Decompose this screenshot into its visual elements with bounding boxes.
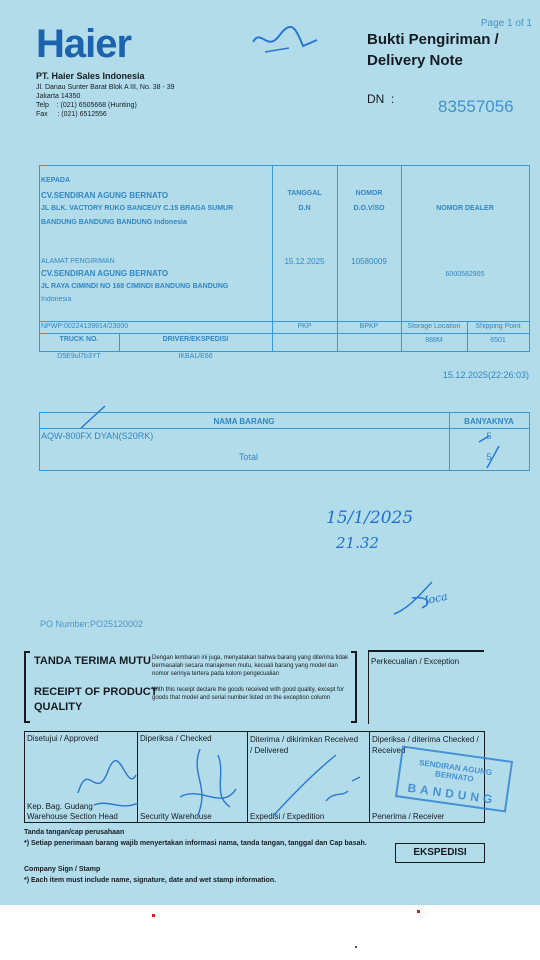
shipping-point-label: Shipping Point [475, 323, 521, 330]
document-title-id: Bukti Pengiriman / [367, 31, 499, 48]
handwritten-tick-mark [79, 404, 109, 430]
signature-approved-label: Disetujui / Approved [27, 734, 99, 743]
address-line-2: Jakarta 14350 [36, 93, 81, 100]
receipt-title-en-1: RECEIPT OF PRODUCT [34, 686, 158, 698]
kepada-name: CV.SENDIRAN AGUNG BERNATO [41, 191, 169, 200]
dn-number: 83557056 [438, 97, 514, 116]
po-number: PO Number:PO25120002 [40, 619, 144, 629]
item-name: AQW-800FX DYAN(S20RK) [41, 431, 154, 441]
signature-receiver-title: Penerima / Receiver [372, 812, 445, 821]
receipt-text-en: With this receipt declare the goods received with good quality, except for goods that model and serial number listed on the exception column [152, 687, 344, 701]
kepada-label: KEPADA [41, 177, 71, 184]
company-sign-en: Company Sign / Stamp [24, 866, 101, 873]
signature-security-title: Security Warehouse [140, 812, 212, 821]
paper-speck [417, 910, 420, 913]
address-info-box [39, 165, 530, 378]
alamat-label: ALAMAT PENGIRIMAN [41, 258, 115, 265]
tanggal-label: TANGGAL [287, 190, 322, 197]
signature-table [24, 731, 498, 823]
bpkp-label: BPKP [359, 323, 379, 330]
page-indicator: Page 1 of 1 [480, 18, 532, 29]
nomor-dealer-label: NOMOR DEALER [436, 205, 494, 212]
dn-label: DN : [367, 92, 395, 106]
company-sign-label: Tanda tangan/cap perusahaan [24, 829, 125, 836]
note-english: *) Each item must include name, signature, date and wet stamp information. [24, 877, 277, 884]
company-stamp [395, 745, 513, 812]
nomor-value: 10580009 [351, 257, 387, 266]
handwritten-check-marks [469, 430, 509, 470]
tanggal-value: 15.12.2025 [284, 257, 325, 266]
signature-approver-scribble [74, 753, 164, 819]
truck-no-value: D5E9ul7b3YT [57, 353, 101, 360]
kepada-city: BANDUNG BANDUNG BANDUNG Indonesia [41, 219, 187, 226]
print-timestamp: 15.12.2025(22:26:03) [442, 370, 529, 380]
kepada-address: JL BLK. VACTORY RUKO BANCEUY C.15 BRAGA SUMUR [41, 205, 234, 212]
signature-expedition-title: Expedisi / Expedition [250, 812, 325, 821]
handwritten-signature: Joca [422, 589, 449, 608]
paper-speck [355, 946, 357, 948]
receipt-bracket-left [24, 651, 26, 723]
stamp-line-1: SENDIRAN AGUNG BERNATO [418, 758, 493, 784]
signature-checked-scribble [170, 745, 250, 819]
tanggal-sub: D.N [298, 205, 311, 212]
handwritten-mark-top [245, 22, 325, 62]
column-header-banyaknya: BANYAKNYA [464, 417, 514, 426]
signature-approver-title: Warehouse Section Head [27, 812, 118, 821]
handwritten-date: 15/1/2025 [326, 508, 414, 528]
driver-label: DRIVER/EKSPEDISI [162, 336, 229, 343]
pkp-label: PKP [297, 323, 312, 330]
haier-logo: Haier [36, 22, 132, 66]
storage-location-label: Storage Location [407, 323, 461, 330]
exception-box-top [368, 650, 484, 652]
alamat-country: Indonesia [41, 296, 72, 303]
receipt-bracket-right [355, 651, 357, 723]
storage-location-value: 888M [425, 337, 443, 344]
driver-value: IKBAL/E66 [178, 353, 213, 360]
receipt-text-id: Dengan lembaran ini juga, menyatakan bahwa barang yang diterima tidak bermasalah secara manajemen mutu, kecuali barang yang model dan nomor serinya tertera pada kolom pengecualian [152, 655, 349, 677]
total-label: Total [239, 452, 259, 462]
note-indonesian: *) Setiap penerimaan barang wajib menyertakan informasi nama, tanda tangan, tanggal dan Cap basah. [24, 840, 367, 847]
phone-number: Telp : (021) 6505668 (Hunting) [36, 102, 137, 109]
signature-expedition-scribble [256, 751, 376, 819]
paper-speck [152, 914, 155, 917]
nomor-sub: D.O.V/SO [353, 205, 385, 212]
exception-label: Perkecualian / Exception [371, 657, 460, 666]
signature-received-label: Diterima / dikirimkan Received / Delivered [250, 735, 359, 755]
npwp-number: NPWP:00224139914/23000 [41, 323, 129, 330]
items-table [39, 412, 530, 470]
shipping-point-value: 6501 [490, 337, 506, 344]
truck-no-label: TRUCK NO. [59, 336, 99, 343]
item-qty: 5 [486, 431, 492, 441]
fax-number: Fax : (021) 6512556 [36, 111, 107, 118]
nomor-label: NOMOR [355, 190, 383, 197]
signature-approver-role: Kep. Bag. Gudang [27, 802, 93, 811]
total-value: 5 [486, 452, 492, 462]
copy-label-ekspedisi: EKSPEDISI [395, 843, 485, 863]
handwritten-time: 21.32 [336, 534, 379, 552]
stamp-line-2: BANDUNG [406, 780, 498, 808]
alamat-name: CV.SENDIRAN AGUNG BERNATO [41, 269, 169, 278]
receipt-title-id: TANDA TERIMA MUTU [34, 655, 151, 667]
receipt-title-en-2: QUALITY [34, 701, 83, 713]
nomor-dealer-value: 6000582905 [445, 271, 485, 278]
company-name: PT. Haier Sales Indonesia [36, 71, 145, 81]
alamat-address: JL RAYA CIMINDI NO 168 CIMINDI BANDUNG BANDUNG [41, 283, 229, 290]
address-line-1: Jl. Danau Sunter Barat Blok A III, No. 38 - 39 [36, 84, 175, 91]
signature-checked-received-label: Diperiksa / diterima Checked / Received [372, 735, 479, 755]
signature-checked-label: Diperiksa / Checked [140, 734, 212, 743]
document-title-en: Delivery Note [367, 52, 463, 69]
column-header-nama-barang: NAMA BARANG [213, 417, 275, 426]
